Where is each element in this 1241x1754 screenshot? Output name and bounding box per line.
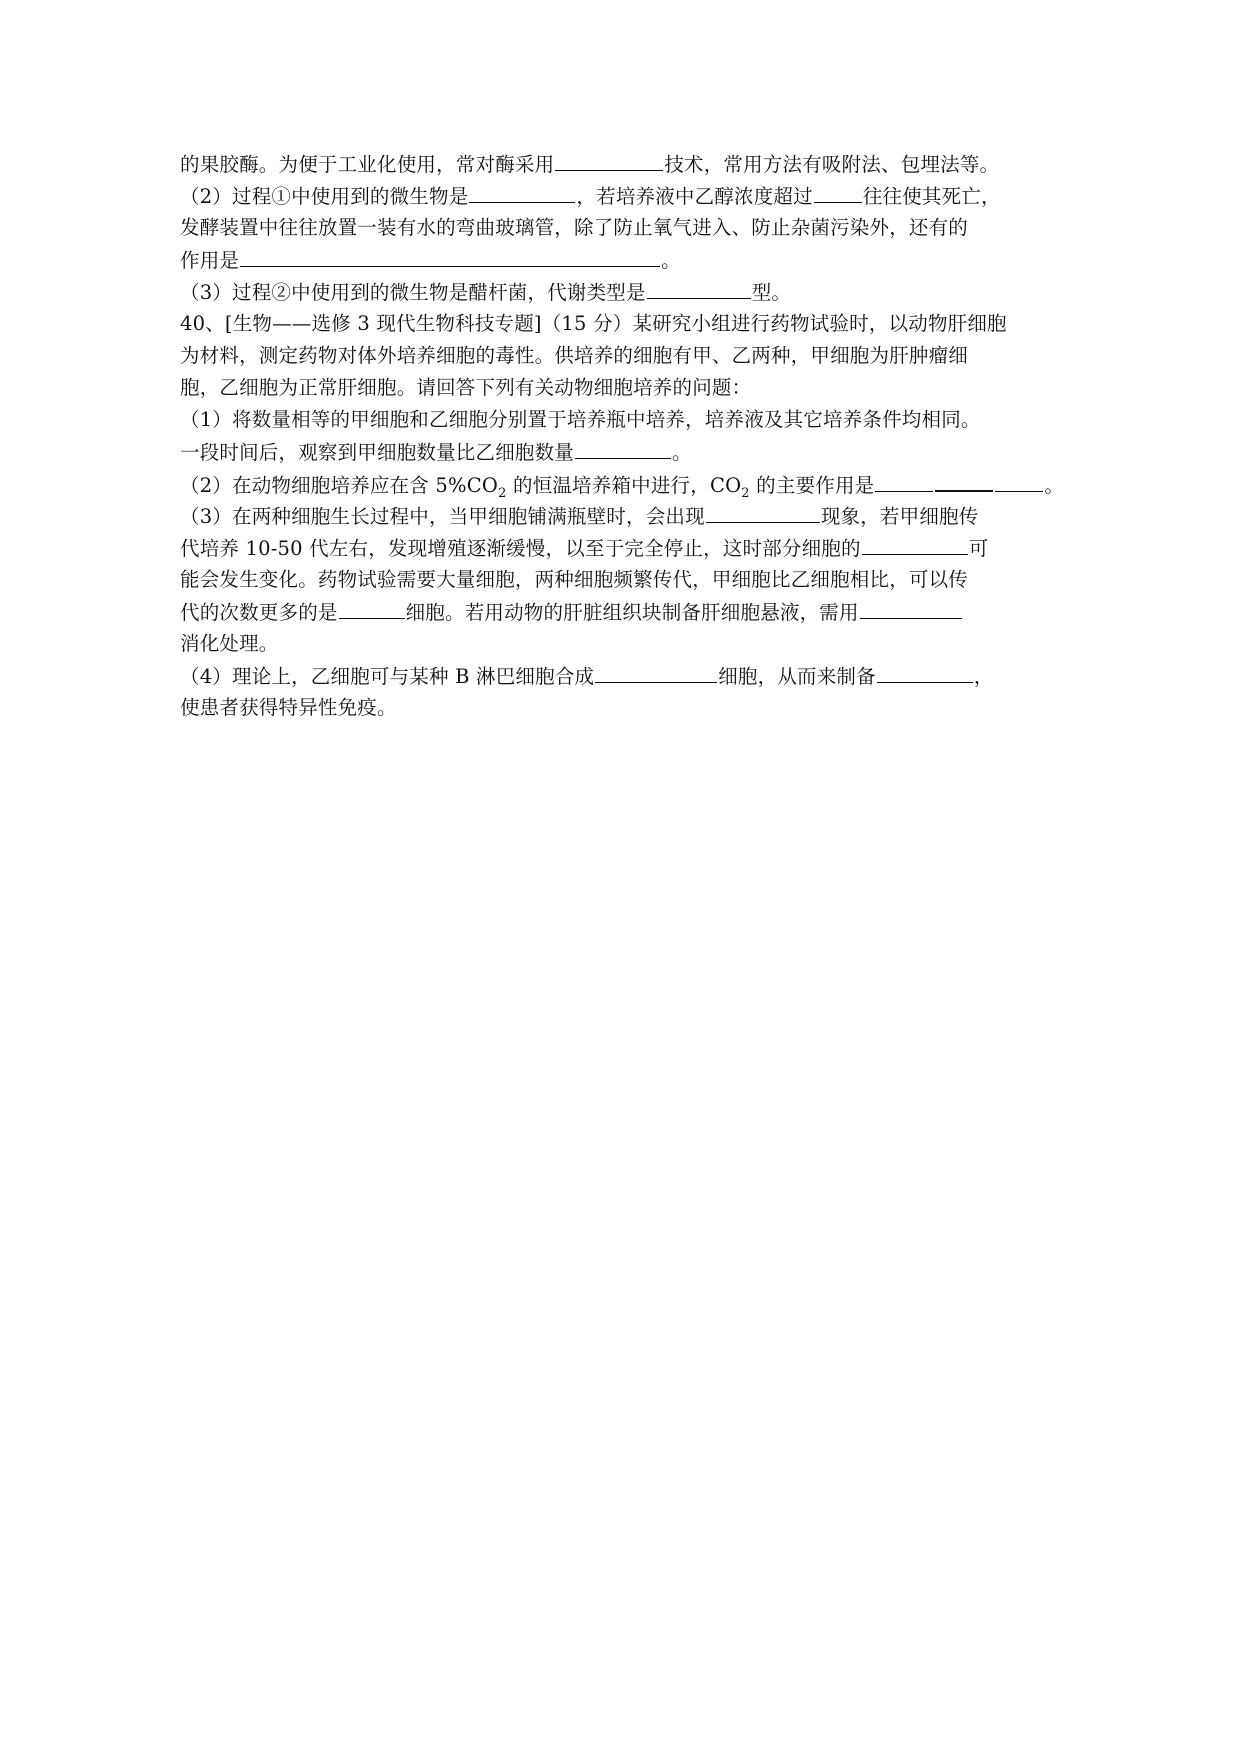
text-line-7 [180, 340, 968, 372]
text-segment: （2）在动物细胞培养应在含 5%CO [180, 474, 499, 497]
subscript: 2 [741, 485, 750, 501]
answer-blank[interactable] [860, 596, 962, 619]
text-segment: （2）过程①中使用到的微生物是 [180, 185, 469, 208]
text-line-8 [180, 372, 751, 404]
text-segment: 代培养 10-50 代左右，发现增殖逐渐缓慢，以至于完全停止，这时部分细胞的 [180, 537, 861, 560]
text-segment: 现象，若甲细胞传 [820, 505, 979, 528]
question-40-header [180, 308, 1007, 340]
text-segment: 的主要作用是 [749, 474, 875, 497]
text-line-10 [180, 436, 692, 468]
text-segment: 型。 [751, 281, 792, 304]
subscript: 2 [498, 485, 507, 501]
text-segment: 细胞，从而来制备 [718, 665, 876, 688]
text-line-16 [180, 628, 279, 660]
text-segment: 40、[生物——选修 3 现代生物科技专题]（15 分）某研究小组进行药物试验时，以动物肝细胞 [180, 312, 1007, 335]
text-segment: 。 [672, 441, 692, 464]
text-line-1 [180, 148, 999, 180]
text-segment: 细胞。若用动物的肝脏组织块制备肝细胞悬液，需用 [405, 601, 859, 624]
text-segment: 往往使其死亡， [862, 185, 1001, 208]
text-segment: 使患者获得特异性免疫。 [180, 696, 397, 719]
answer-blank[interactable] [555, 148, 663, 171]
text-segment: 。 [661, 249, 681, 272]
text-line-15 [180, 596, 963, 628]
text-segment: （4）理论上，乙细胞可与某种 B 淋巴细胞合成 [180, 665, 595, 688]
answer-blank[interactable] [862, 532, 968, 555]
text-segment: ，若培养液中乙醇浓度超过 [576, 185, 813, 208]
answer-blank[interactable] [575, 436, 671, 459]
answer-blank[interactable] [595, 660, 717, 683]
answer-blank[interactable] [877, 660, 973, 683]
text-segment: 发酵装置中往往放置一装有水的弯曲玻璃管，除了防止氧气进入、防止杂菌污染外，还有的 [180, 216, 969, 239]
text-line-11 [180, 468, 1064, 500]
text-line-12 [180, 500, 978, 532]
text-segment: 胞，乙细胞为正常肝细胞。请回答下列有关动物细胞培养的问题： [180, 376, 752, 399]
answer-blank[interactable] [647, 276, 751, 299]
answer-blank[interactable] [935, 468, 993, 492]
answer-blank[interactable] [469, 180, 575, 203]
answer-blank[interactable] [240, 244, 660, 267]
text-line-17 [180, 660, 994, 692]
text-line-3 [180, 212, 968, 244]
text-segment: 消化处理。 [180, 632, 279, 655]
text-segment: 作用是 [180, 249, 240, 272]
answer-blank[interactable] [995, 469, 1043, 492]
text-line-4 [180, 244, 681, 276]
text-segment: 技术，常用方法有吸附法、包埋法等。 [664, 153, 1000, 176]
text-line-5 [180, 276, 791, 308]
text-segment: （3）在两种细胞生长过程中，当甲细胞铺满瓶壁时，会出现 [180, 505, 705, 528]
text-segment: 代的次数更多的是 [180, 601, 338, 624]
text-line-14 [180, 564, 968, 596]
text-segment: 可 [968, 537, 989, 560]
text-line-13 [180, 532, 988, 564]
answer-blank[interactable] [814, 180, 862, 203]
text-line-18 [180, 692, 397, 724]
answer-blank[interactable] [875, 469, 933, 492]
answer-blank[interactable] [339, 596, 405, 619]
text-segment: 一段时间后，观察到甲细胞数量比乙细胞数量 [180, 441, 575, 464]
text-segment: （1）将数量相等的甲细胞和乙细胞分别置于培养瓶中培养，培养液及其它培养条件均相同。 [180, 408, 981, 431]
text-line-9 [180, 404, 981, 436]
text-segment: 的果胶酶。为便于工业化使用，常对酶采用 [180, 153, 555, 176]
text-segment: （3）过程②中使用到的微生物是醋杆菌，代谢类型是 [180, 281, 646, 304]
text-line-2 [180, 180, 1001, 212]
text-segment: ， [973, 665, 994, 688]
answer-blank[interactable] [706, 500, 820, 523]
text-segment: 的恒温培养箱中进行，CO [506, 474, 742, 497]
text-segment: 。 [1044, 474, 1065, 497]
text-segment: 为材料，测定药物对体外培养细胞的毒性。供培养的细胞有甲、乙两种，甲细胞为肝肿瘤细 [180, 344, 969, 367]
text-segment: 能会发生变化。药物试验需要大量细胞，两种细胞频繁传代，甲细胞比乙细胞相比，可以传 [180, 568, 969, 591]
